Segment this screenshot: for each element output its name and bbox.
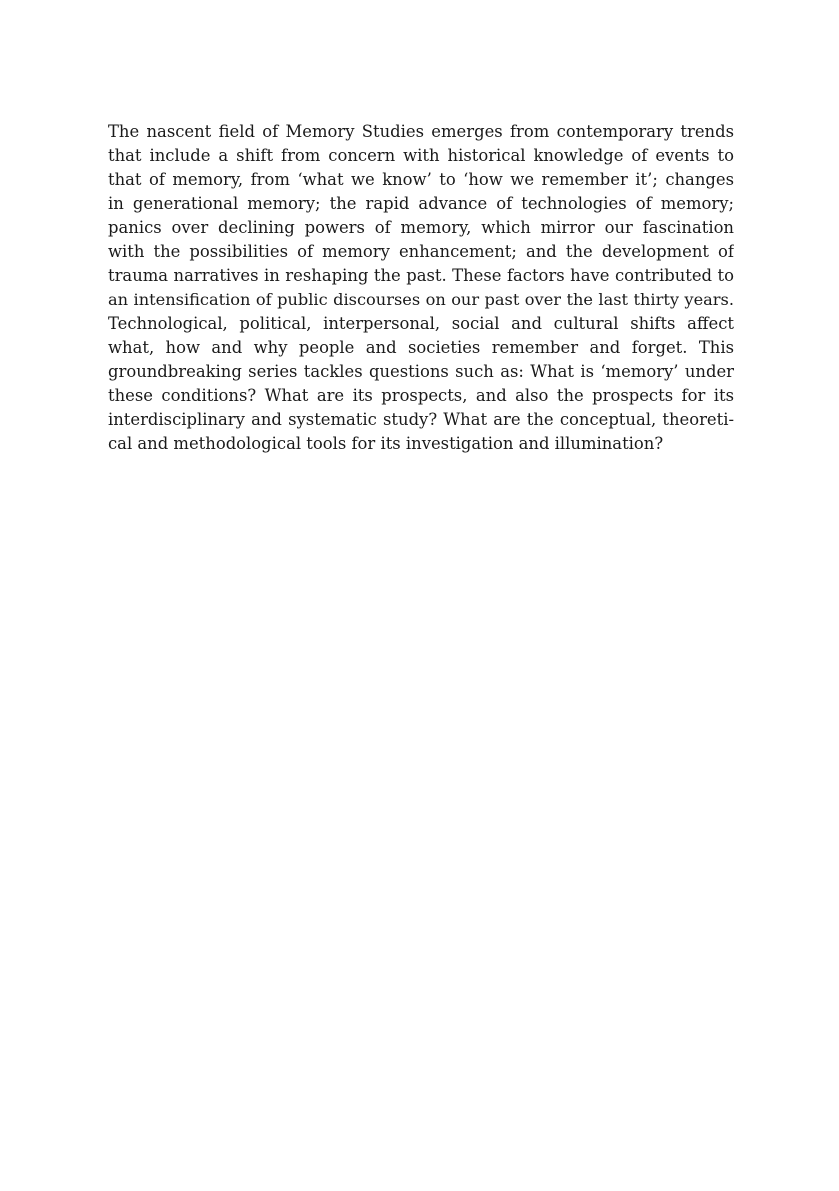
paragraph-line: in generational memory; the rapid advance of technologies of memory; bbox=[108, 194, 734, 213]
paragraph-line: that of memory, from ‘what we know’ to ‘how we remember it’; changes bbox=[108, 170, 734, 189]
paragraph-line: an intensification of public discourses on our past over the last thirty years. bbox=[108, 290, 734, 309]
paragraph-line: with the possibilities of memory enhancement; and the development of bbox=[108, 242, 734, 261]
paragraph-line: that include a shift from concern with historical knowledge of events to bbox=[108, 146, 734, 165]
paragraph-line: The nascent field of Memory Studies emerges from contemporary trends bbox=[108, 122, 734, 141]
paragraph-line: Technological, political, interpersonal, social and cultural shifts affect bbox=[108, 314, 734, 333]
paragraph-line: these conditions? What are its prospects, and also the prospects for its bbox=[108, 386, 734, 405]
paragraph-line: trauma narratives in reshaping the past. These factors have contributed to bbox=[108, 266, 734, 285]
paragraph-line: what, how and why people and societies remember and forget. This bbox=[108, 338, 734, 357]
paragraph-line: cal and methodological tools for its investigation and illumination? bbox=[108, 434, 664, 453]
series-description-paragraph bbox=[108, 120, 734, 456]
paragraph-line: interdisciplinary and systematic study? What are the conceptual, theoreti- bbox=[108, 410, 734, 429]
paragraph-line: panics over declining powers of memory, which mirror our fascination bbox=[108, 218, 734, 237]
paragraph-line: groundbreaking series tackles questions such as: What is ‘memory’ under bbox=[108, 362, 734, 381]
